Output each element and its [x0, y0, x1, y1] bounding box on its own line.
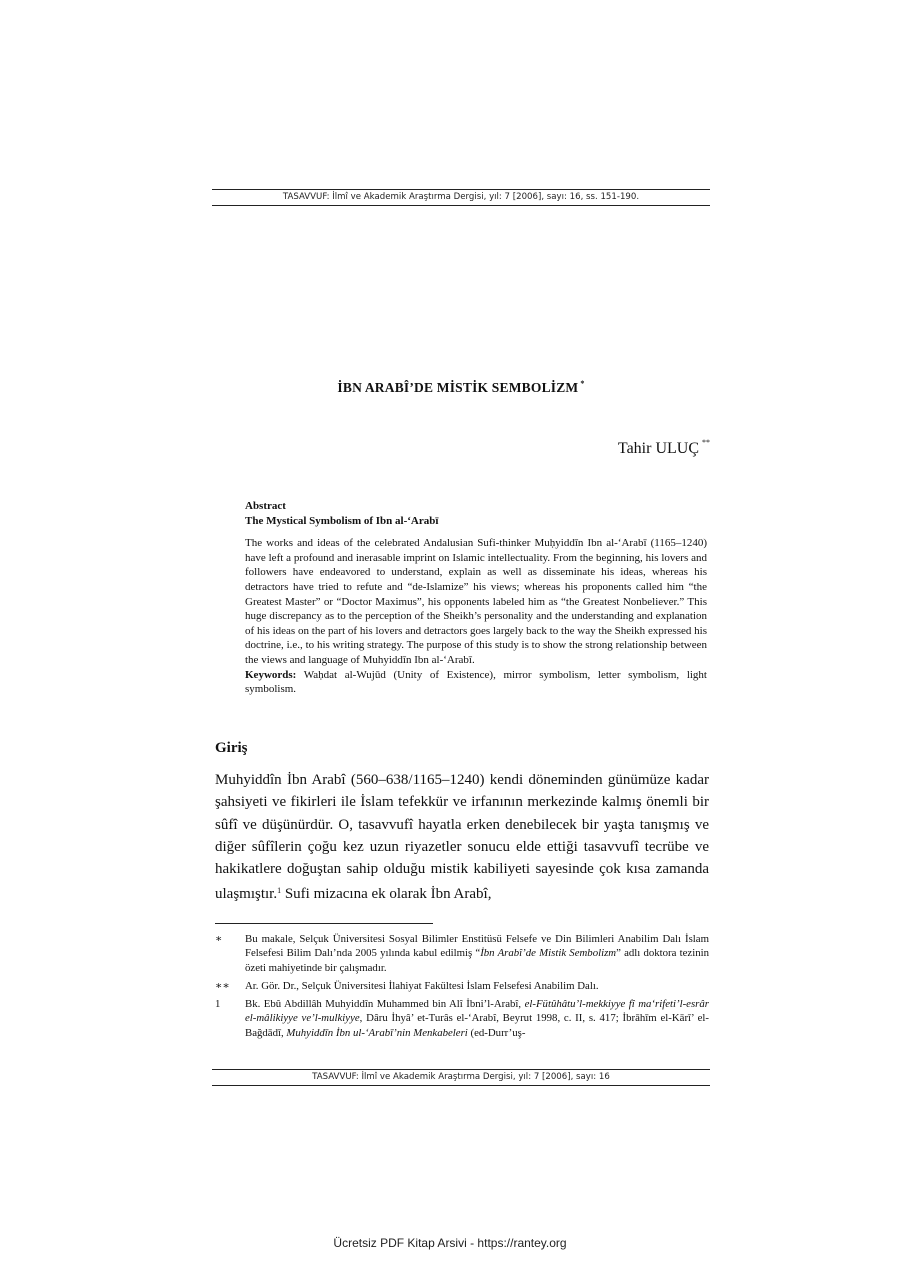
running-header-text: TASAVVUF: İlmî ve Akademik Araştırma Dergisi, yıl: 7 [2006], sayı: 16, ss. 151-190. [282, 192, 640, 202]
footnote-text-part: Bu makale, Selçuk Üniversitesi Sosyal Bilimler Enstitüsü Felsefe ve Din Bilimleri Anabilim Dalı İslam Felsefesi Bilim Dalı’nda 2005 yılında kabul edilmiş “ [245, 933, 709, 960]
article-title-text: İBN ARABÎ’DE MİSTİK SEMBOLİZM [337, 380, 579, 395]
footnote-mark: ∗ [215, 933, 223, 945]
body-text-1: Muhyiddîn İbn Arabî (560–638/1165–1240) kendi döneminden günümüze kadar şahsiyeti ve fikirleri ile İslam tefekkür ve irfanının merkezinde kalmış önemli bir sûfî ve düşünürdür. O, tasavvufî hayatla erken denebilecek bir yaşta tanışmış ve diğer sûfîlerin çoğu kez uzun riyazetler sonucu elde ettiği tasavvufî tecrübe ve hakikatlere doğuştan sahip olduğu mistik kabiliyeti sayesinde çok kısa zamanda ulaşmıştır. [215, 772, 709, 903]
keywords-text: Waḥdat al-Wujūd (Unity of Existence), mirror symbolism, letter symbolism, light symbolism. [245, 668, 707, 696]
running-header [212, 189, 710, 206]
abstract-body: The works and ideas of the celebrated Andalusian Sufi-thinker Muḥyiddīn Ibn al-‘Arabī (1165–1240) have left a profound and inerasable imprint on Islamic intellectuality. From the beginning, his lovers and followers have endeavored to understand, explain as well as disseminate his ideas, whereas his detractors have tried to refute and “de-Islamize” his views; whereas his proponents called him “the Greatest Master” or “Doctor Maximus”, his opponents labeled him as “the Greatest Nonbeliever.” This huge discrepancy as to the perception of the Sheikh’s personality and the understanding and explanation of his ideas on the part of his lovers and detractors goes largely back to the way the Sheikh expressed his doctrine, i.e., to his writing strategy. The purpose of this study is to show the strong relationship between the views and language of Muhyiddīn Ibn al-‘Arabī. [245, 537, 707, 666]
keywords-label: Keywords: [245, 668, 297, 681]
footnote-text: Ar. Gör. Dr., Selçuk Üniversitesi İlahiyat Fakültesi İslam Felsefesi Anabilim Dalı. [245, 979, 599, 992]
footnote-mark: ∗∗ [215, 979, 230, 992]
footnote-text-part: , Dâru İhyâ’ et-Turâs el-‘Arabî, Beyrut 1998, c. II, s. 417; İbrāhīm el-Kārī’ el-Bağdādī, [245, 1012, 709, 1039]
running-footer-text: TASAVVUF: İlmî ve Akademik Araştırma Dergisi, yıl: 7 [2006], sayı: 16 [312, 1072, 610, 1082]
section-heading: Giriş [215, 740, 248, 756]
abstract-block [245, 499, 707, 697]
abstract-subtitle: The Mystical Symbolism of Ibn al-‘Arabī [245, 514, 439, 527]
footnote-italic-title: İbn Arabî’de Mistik Sembolizm [480, 947, 617, 960]
footnote-text-part: ” adlı doktora tezinin özeti mahiyetinde bir çalışmadır. [245, 947, 709, 974]
footnote-text [245, 932, 709, 975]
footnote-text [245, 997, 709, 1040]
watermark-text: Ücretsiz PDF Kitap Arsivi - https://rantey.org [333, 1236, 567, 1250]
footnotes [215, 932, 709, 1044]
footnote-item [215, 979, 709, 993]
footnote-mark: 1 [215, 998, 221, 1011]
abstract-heading: Abstract [245, 500, 286, 512]
title-footnote-mark: * [580, 379, 585, 388]
footnote-italic-title: el-Fütûhâtu’l-mekkiyye fî ma‘rifeti’l-esrâr el-mâlikiyye ve’l-mulkiyye [245, 998, 709, 1025]
footnote-ref-1: 1 [277, 886, 282, 896]
footnote-text-part: (ed-Durr’uş- [467, 1026, 526, 1039]
footnote-item [215, 997, 709, 1040]
article-title [212, 379, 710, 396]
body-text-2: Sufi mizacına ek olarak İbn Arabî, [281, 886, 492, 903]
author-name [618, 438, 710, 458]
footnote-separator [215, 923, 433, 924]
body-paragraph [215, 769, 709, 906]
footnote-text-part: Bk. Ebû Abdillâh Muhyiddîn Muhammed bin Alî İbni’l-Arabî, [245, 998, 525, 1011]
abstract-keywords [245, 668, 707, 697]
author-name-text: Tahir ULUÇ [617, 440, 699, 457]
author-footnote-mark: ** [702, 438, 710, 447]
running-footer [212, 1069, 710, 1086]
footnote-item [215, 932, 709, 975]
footnote-italic-title: Muhyiddīn İbn ul-‘Arabī’nin Menkabeleri [286, 1026, 468, 1039]
